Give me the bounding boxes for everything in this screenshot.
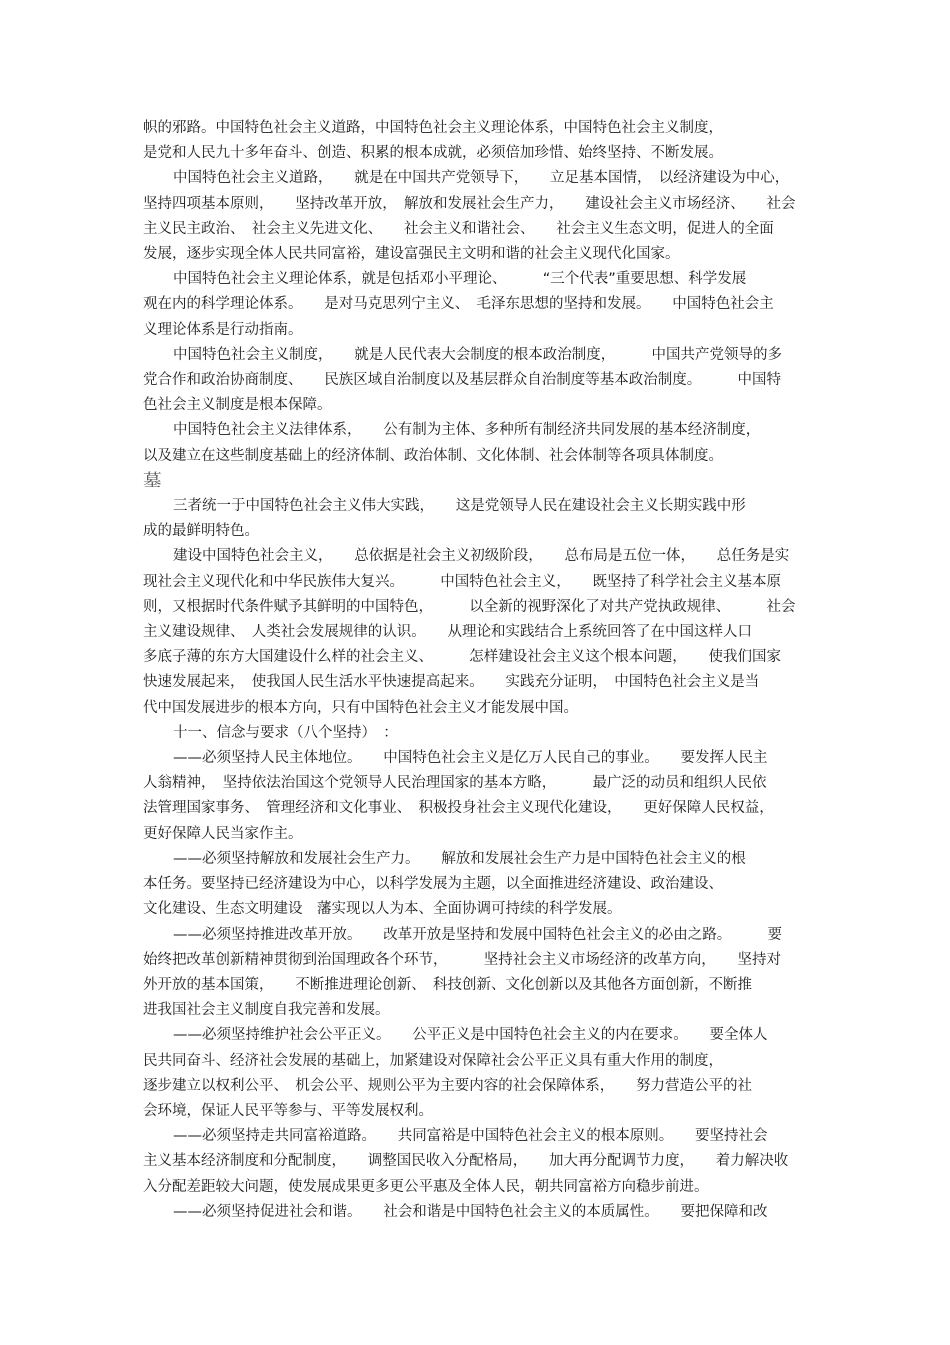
text-line: 人翁精神， 坚持依法治国这个党领导人民治理国家的基本方略， 最广泛的动员和组织人民依 xyxy=(143,775,767,792)
text-line: 进我国社会主义制度自我完善和发展。 xyxy=(143,1002,390,1019)
text-line: 代中国发展进步的根本方向，只有中国特色社会主义才能发展中国。 xyxy=(143,699,578,716)
text-line: 则，又根据时代条件赋予其鲜明的中国特色， 以全新的视野深化了对共产党执政规律、 社会 xyxy=(143,598,796,615)
text-line: 中国特色社会主义道路， 就是在中国共产党领导下， 立足基本国情， 以经济建设为中心， xyxy=(173,170,790,187)
text-line: 主义基本经济制度和分配制度， 调整国民收入分配格局， 加大再分配调节力度， 着力解决收 xyxy=(143,1153,789,1170)
text-line: 入分配差距较大问题，使发展成果更多更公平惠及全体人民，朝共同富裕方向稳步前进。 xyxy=(143,1178,709,1195)
stray-glyph: 墓 xyxy=(143,470,162,491)
text-line: 本任务。要坚持已经济建设为中心，以科学发展为主题，以全面推进经济建设、政治建设、 xyxy=(143,876,723,893)
text-line: ——必须坚持人民主体地位。 中国特色社会主义是亿万人民自己的事业。 要发挥人民主 xyxy=(173,750,768,767)
text-line: 会环境，保证人民平等参与、平等发展权利。 xyxy=(143,1102,433,1119)
text-line: 建设中国特色社会主义， 总依据是社会主义初级阶段， 总布局是五位一体， 总任务是实 xyxy=(173,548,790,565)
text-line: 主义民主政治、 社会主义先进文化、 社会主义和谐社会、 社会主义生态文明，促进人的全面 xyxy=(143,220,774,237)
text-line: 逐步建立以权利公平、 机会公平、规则公平为主要内容的社会保障体系， 努力营造公平的社 xyxy=(143,1077,752,1094)
text-line: 多底子薄的东方大国建设什么样的社会主义、 怎样建设社会主义这个根本问题， 使我们国家 xyxy=(143,649,781,666)
text-line: 帜的邪路。中国特色社会主义道路，中国特色社会主义理论体系，中国特色社会主义制度， xyxy=(143,120,723,136)
text-line: ——必须坚持解放和发展社会生产力。 解放和发展社会生产力是中国特色社会主义的根 xyxy=(173,850,746,867)
text-line: 始终把改革创新精神贯彻到治国理政各个环节， 坚持社会主义市场经济的改革方向， 坚持对 xyxy=(143,951,781,968)
text-line: 外开放的基本国策， 不断推进理论创新、 科技创新、文化创新以及其他各方面创新，不断推 xyxy=(143,976,752,993)
text-line: 党合作和政治协商制度、 民族区域自治制度以及基层群众自治制度等基本政治制度。 中国特 xyxy=(143,372,781,389)
text-line: ——必须坚持走共同富裕道路。 共同富裕是中国特色社会主义的根本原则。 要坚持社会 xyxy=(173,1128,768,1145)
text-line: ——必须坚持推进改革开放。 改革开放是坚持和发展中国特色社会主义的必由之路。 要 xyxy=(173,926,782,943)
text-line: 更好保障人民当家作主。 xyxy=(143,825,303,842)
text-line: 成的最鲜明特色。 xyxy=(143,523,259,540)
text-line: 中国特色社会主义理论体系，就是包括邓小平理论、 “三个代表”重要思想、科学发展 xyxy=(173,271,747,288)
text-line: 坚持四项基本原则， 坚持改革开放， 解放和发展社会生产力， 建设社会主义市场经济、 社会 xyxy=(143,195,796,212)
document-body xyxy=(143,116,813,1225)
text-line: 中国特色社会主义法律体系， 公有制为主体、多种所有制经济共同发展的基本经济制度， xyxy=(173,422,761,439)
text-line: 义理论体系是行动指南。 xyxy=(143,321,303,338)
text-line: ——必须坚持维护社会公平正义。 公平正义是中国特色社会主义的内在要求。 要全体人 xyxy=(173,1027,768,1044)
text-line: 以及建立在这些制度基础上的经济体制、政治体制、文化体制、社会体制等各项具体制度。 xyxy=(143,447,723,464)
text-line: 文化建设、生态文明建设 藩实现以人为本、全面协调可持续的科学发展。 xyxy=(143,901,622,918)
text-line: 快速发展起来， 使我国人民生活水平快速提高起来。 实践充分证明， 中国特色社会主义是当 xyxy=(143,674,760,691)
text-line: 法管理国家事务、 管理经济和文化事业、 积极投身社会主义现代化建设， 更好保障人民权益， xyxy=(143,800,774,817)
text-line: ——必须坚持促进社会和谐。 社会和谐是中国特色社会主义的本质属性。 要把保障和改 xyxy=(173,1203,768,1220)
text-line: 现社会主义现代化和中华民族伟大复兴。 中国特色社会主义， 既坚持了科学社会主义基本原 xyxy=(143,573,781,590)
text-line: 十一、信念与要求（八个坚持） ： xyxy=(173,724,398,741)
text-line: 民共同奋斗、经济社会发展的基础上，加紧建设对保障社会公平正义具有重大作用的制度， xyxy=(143,1052,723,1069)
text-line: 观在内的科学理论体系。 是对马克思列宁主义、 毛泽东思想的坚持和发展。 中国特色社会主 xyxy=(143,296,774,313)
text-line: 三者统一于中国特色社会主义伟大实践， 这是党领导人民在建设社会主义长期实践中形 xyxy=(173,498,746,515)
text-line: 中国特色社会主义制度， 就是人民代表大会制度的根本政治制度， 中国共产党领导的多 xyxy=(173,346,782,363)
text-line: 发展，逐步实现全体人民共同富裕，建设富强民主文明和谐的社会主义现代化国家。 xyxy=(143,246,680,263)
text-line: 色社会主义制度是根本保障。 xyxy=(143,397,332,414)
text-line: 是党和人民九十多年奋斗、创造、积累的根本成就，必须倍加珍惜、始终坚持、不断发展。 xyxy=(143,145,723,162)
text-line: 主义建设规律、 人类社会发展规律的认识。 从理论和实践结合上系统回答了在中国这样人口 xyxy=(143,624,752,641)
